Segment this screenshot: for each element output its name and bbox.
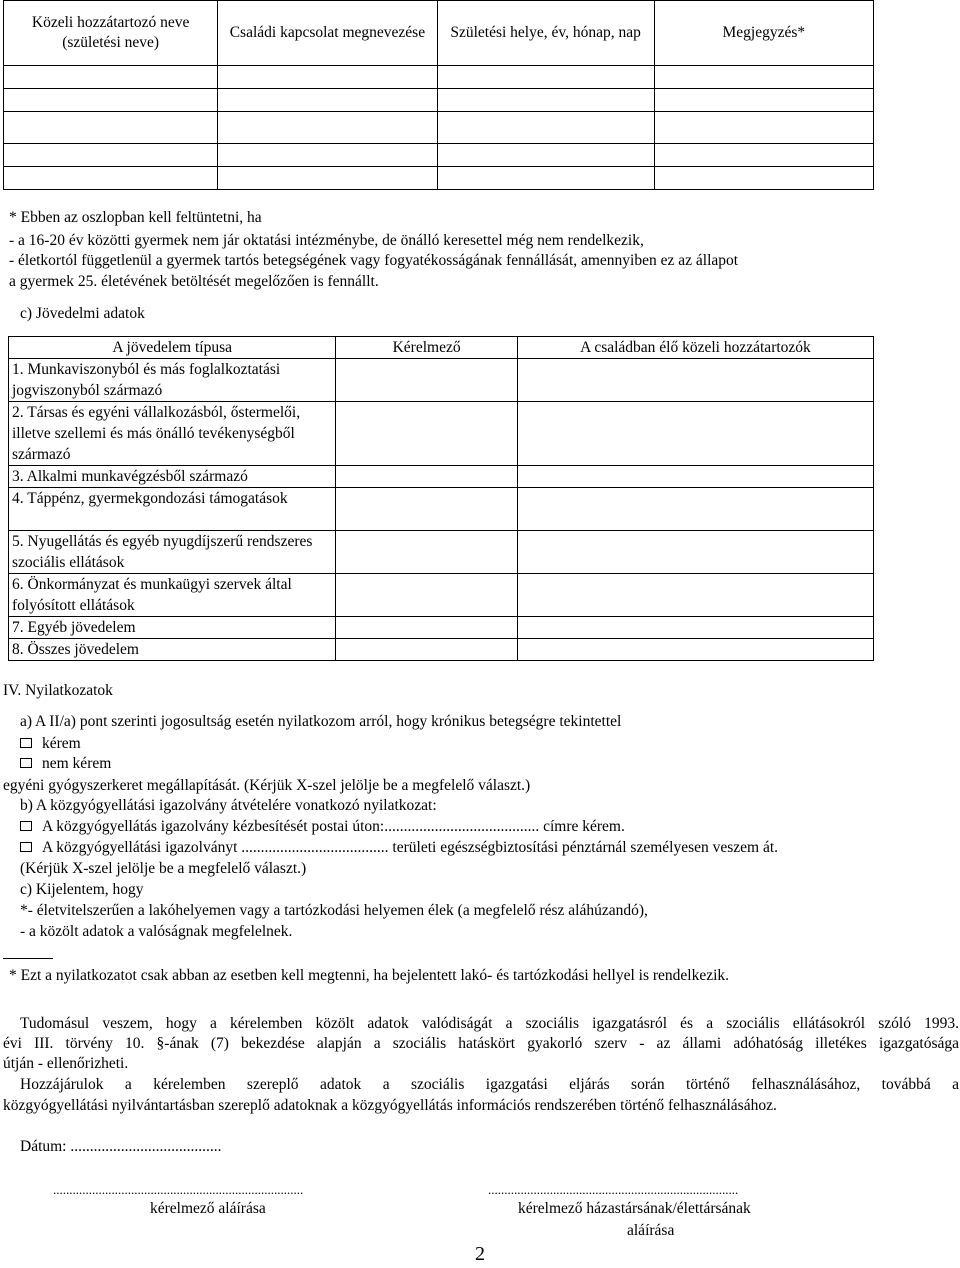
- income-cell[interactable]: [517, 488, 873, 531]
- signature-label-spouse-2: aláírása: [627, 1222, 675, 1239]
- checkbox[interactable]: [20, 758, 32, 768]
- footnote-line: - a 16-20 év közötti gyermek nem jár oktatási intézménybe, de önálló keresettel még nem rendelkezik,: [9, 232, 644, 249]
- income-row-label: 1. Munkaviszonyból és más foglalkoztatási jogviszonyból származó: [9, 359, 336, 402]
- page-number: 2: [475, 1243, 485, 1265]
- income-cell[interactable]: [336, 466, 518, 488]
- signature-label-spouse: kérelmező házastársának/élettársának: [518, 1200, 751, 1217]
- statement-c-1: *- életvitelszerűen a lakóhelyemen vagy a tartózkodási helyemen élek (a megfelelő rész aláhúzandó),: [20, 902, 648, 919]
- table-cell[interactable]: [654, 89, 873, 112]
- table-cell[interactable]: [437, 89, 654, 112]
- income-cell[interactable]: [336, 359, 518, 402]
- statement-a: a) A II/a) pont szerinti jogosultság esetén nyilatkozom arról, hogy krónikus betegségre tekintettel: [20, 713, 622, 730]
- col-header-name: Közeli hozzátartozó neve (születési neve): [4, 1, 218, 66]
- table-cell[interactable]: [654, 66, 873, 89]
- statement-b: b) A közgyógyellátási igazolvány átvételére vonatkozó nyilatkozat:: [20, 797, 437, 814]
- table-cell[interactable]: [218, 144, 437, 167]
- table-cell[interactable]: [4, 112, 218, 144]
- table-cell[interactable]: [437, 167, 654, 190]
- option-personal[interactable]: A közgyógyellátási igazolványt ...................................... területi egészségbiztosítási pénztárnál személyesen veszem át.: [20, 838, 778, 858]
- footnote-line: * Ebben az oszlopban kell feltüntetni, ha: [9, 209, 262, 226]
- signature-label-applicant: kérelmező aláírása: [150, 1200, 266, 1217]
- col-header-birth: Születési helye, év, hónap, nap: [437, 1, 654, 66]
- income-cell[interactable]: [336, 488, 518, 531]
- option-postal[interactable]: A közgyógyellátás igazolvány kézbesítését postai úton:........................................ címre kérem.: [20, 817, 625, 837]
- footnote-line: - életkortól függetlenül a gyermek tartós betegségének vagy fogyatékosságának fennállását, amennyiben ez az állapot: [9, 252, 739, 269]
- table-cell[interactable]: [654, 144, 873, 167]
- income-row-label: 5. Nyugellátás és egyéb nyugdíjszerű rendszeres szociális ellátások: [9, 531, 336, 574]
- signature-line-spouse[interactable]: .............................................................................: [488, 1182, 739, 1197]
- star-note: * Ezt a nyilatkozatot csak abban az esetben kell megtenni, ha bejelentett lakó- és tartózkodási hellyel is rendelkezik.: [9, 967, 730, 984]
- statement-b-after: (Kérjük X-szel jelölje be a megfelelő választ.): [20, 860, 307, 877]
- table-cell[interactable]: [437, 66, 654, 89]
- table-cell[interactable]: [437, 144, 654, 167]
- income-cell[interactable]: [517, 402, 873, 466]
- col-header-relatives: A családban élő közeli hozzátartozók: [517, 337, 873, 359]
- income-cell[interactable]: [517, 531, 873, 574]
- income-row-label: 4. Táppénz, gyermekgondozási támogatások: [9, 488, 336, 531]
- statement-c-2: - a közölt adatok a valóságnak megfelelnek.: [20, 923, 293, 940]
- signature-line-applicant[interactable]: .............................................................................: [53, 1182, 304, 1197]
- para1-line: évi III. törvény 10. §-ának (7) bekezdése alapján a szociális hatáskört gyakorló szerv - az állami adóhatóság illetékes igazgatósága: [3, 1035, 959, 1052]
- col-header-applicant: Kérelmező: [336, 337, 518, 359]
- option-kerem[interactable]: kérem: [20, 734, 81, 754]
- section-iv-title: IV. Nyilatkozatok: [3, 682, 113, 699]
- col-header-note: Megjegyzés*: [654, 1, 873, 66]
- income-section-title: c) Jövedelmi adatok: [20, 305, 145, 322]
- para2-line: közgyógyellátási nyilvántartásban szereplő adatoknak a közgyógyellátás információs rendszerében történő felhasználásához.: [3, 1097, 777, 1114]
- para2-line: Hozzájárulok a kérelemben szereplő adatok a szociális igazgatási eljárás során történő felhasználásához, továbbá a: [20, 1076, 959, 1093]
- income-row-label: 8. Összes jövedelem: [9, 639, 336, 661]
- table-cell[interactable]: [218, 89, 437, 112]
- footnote-line: a gyermek 25. életévének betöltését megelőzően is fennállt.: [9, 273, 379, 290]
- table-cell[interactable]: [4, 144, 218, 167]
- statement-c: c) Kijelentem, hogy: [20, 881, 144, 898]
- checkbox[interactable]: [20, 821, 32, 831]
- statement-a-after: egyéni gyógyszerkeret megállapítását. (Kérjük X-szel jelölje be a megfelelő választ.): [3, 777, 531, 794]
- income-cell[interactable]: [517, 466, 873, 488]
- table-cell[interactable]: [4, 89, 218, 112]
- table-cell[interactable]: [218, 112, 437, 144]
- income-cell[interactable]: [517, 574, 873, 617]
- table-cell[interactable]: [654, 167, 873, 190]
- income-cell[interactable]: [336, 574, 518, 617]
- income-cell[interactable]: [336, 617, 518, 639]
- income-row-label: 6. Önkormányzat és munkaügyi szervek által folyósított ellátások: [9, 574, 336, 617]
- income-row-label: 3. Alkalmi munkavégzésből származó: [9, 466, 336, 488]
- income-cell[interactable]: [517, 617, 873, 639]
- checkbox[interactable]: [20, 738, 32, 748]
- para1-line: útján - ellenőrizheti.: [3, 1055, 129, 1072]
- income-row-label: 2. Társas és egyéni vállalkozásból, őstermelői, illetve szellemi és más önálló tevékenységből származó: [9, 402, 336, 466]
- divider: [3, 958, 53, 959]
- col-header-income-type: A jövedelem típusa: [9, 337, 336, 359]
- income-row-label: 7. Egyéb jövedelem: [9, 617, 336, 639]
- table-cell[interactable]: [4, 66, 218, 89]
- income-cell[interactable]: [336, 639, 518, 661]
- table-cell[interactable]: [218, 66, 437, 89]
- para1-line: Tudomásul veszem, hogy a kérelemben közölt adatok valódiságát a szociális igazgatásról és a szociális ellátásokról szóló 1993.: [20, 1015, 959, 1032]
- income-cell[interactable]: [517, 359, 873, 402]
- date-field[interactable]: Dátum: .......................................: [20, 1138, 222, 1155]
- table-cell[interactable]: [437, 112, 654, 144]
- checkbox[interactable]: [20, 842, 32, 852]
- income-cell[interactable]: [336, 402, 518, 466]
- table-cell[interactable]: [654, 112, 873, 144]
- family-members-table: [3, 0, 874, 190]
- col-header-relation: Családi kapcsolat megnevezése: [218, 1, 437, 66]
- income-cell[interactable]: [517, 639, 873, 661]
- table-cell[interactable]: [4, 167, 218, 190]
- option-nem-kerem[interactable]: nem kérem: [20, 754, 111, 774]
- table-cell[interactable]: [218, 167, 437, 190]
- income-cell[interactable]: [336, 531, 518, 574]
- income-table: [8, 336, 874, 661]
